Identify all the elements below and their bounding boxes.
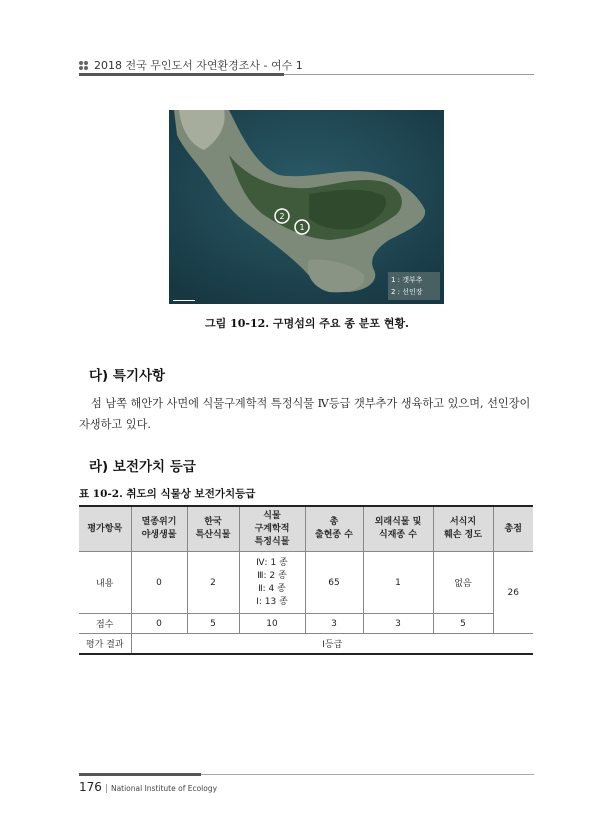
map-scale-bar <box>173 300 195 301</box>
header-cell: 총점 <box>493 506 533 552</box>
table-cell: Ⅳ: 1 종 Ⅲ: 2 종 Ⅱ: 4 종 Ⅰ: 13 종 <box>239 552 305 614</box>
map-marker-2: 2 <box>279 212 285 221</box>
header-cell: 서식지 훼손 정도 <box>433 506 493 552</box>
header-cell: 식물 구계학적 특정식물 <box>239 506 305 552</box>
table-cell: 1 <box>363 552 433 614</box>
running-header <box>79 58 534 72</box>
table-cell: 5 <box>187 614 239 634</box>
table-cell: 없음 <box>433 552 493 614</box>
figure-caption: 그림 10-12. 구명섬의 주요 종 분포 현황. <box>205 317 409 330</box>
table-caption: 표 10-2. 취도의 식물상 보전가치등급 <box>79 488 256 500</box>
header-rule-accent <box>79 73 284 76</box>
header-cell: 한국 특산식물 <box>187 506 239 552</box>
row-label: 평가 결과 <box>79 634 131 654</box>
map-marker-1: 1 <box>299 223 305 232</box>
row-label: 점수 <box>79 614 131 634</box>
conservation-grade-table <box>79 505 533 655</box>
section-heading-conservation-grade: 라) 보전가치 등급 <box>89 459 196 475</box>
table-cell: 10 <box>239 614 305 634</box>
satellite-map-figure <box>169 110 444 304</box>
page-footer <box>79 780 217 794</box>
header-cell: 외래식물 및 식재종 수 <box>363 506 433 552</box>
header-title: 2018 전국 무인도서 자연환경조사 - 여수 1 <box>94 59 303 72</box>
table-cell: 3 <box>305 614 363 634</box>
map-legend <box>388 272 440 300</box>
header-cell: 멸종위기 야생생물 <box>131 506 187 552</box>
footer-separator: | <box>104 784 108 794</box>
footer-rule-accent <box>79 773 201 776</box>
header-cell: 평가항목 <box>79 506 131 552</box>
row-label: 내용 <box>79 552 131 614</box>
total-score-cell: 26 <box>493 552 533 634</box>
table-cell: 65 <box>305 552 363 614</box>
table-cell: 0 <box>131 614 187 634</box>
table-cell: 2 <box>187 552 239 614</box>
section-heading-special-notes: 다) 특기사항 <box>89 368 166 384</box>
table-row-score <box>79 614 533 634</box>
table-cell: 3 <box>363 614 433 634</box>
page-number: 176 <box>79 780 102 794</box>
table-cell: 0 <box>131 552 187 614</box>
header-dots-icon <box>79 61 88 70</box>
legend-item-2: 2 : 선인장 <box>391 288 423 296</box>
legend-item-1: 1 : 갯부추 <box>391 276 423 284</box>
table-cell: 5 <box>433 614 493 634</box>
footer-organization: National Institute of Ecology <box>110 784 218 793</box>
table-row-result <box>79 634 533 654</box>
table-row-content <box>79 552 533 614</box>
special-notes-text: 섬 남쪽 해안가 사면에 식물구계학적 특정식물 Ⅳ등급 갯부추가 생육하고 있으며, 선인장이 자생하고 있다. <box>79 397 531 431</box>
result-cell: Ⅰ등급 <box>131 634 533 654</box>
table-header-row <box>79 506 533 552</box>
header-cell: 총 출현종 수 <box>305 506 363 552</box>
